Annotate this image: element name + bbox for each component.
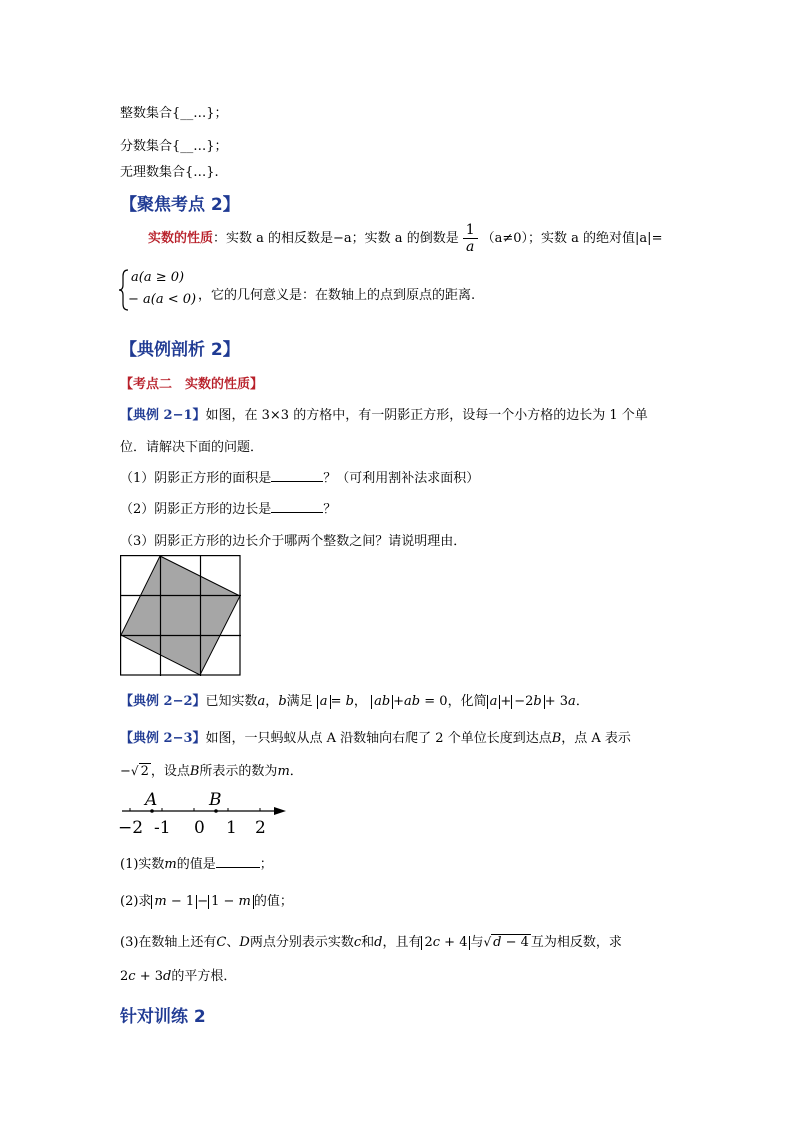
focus-heading: 【聚焦考点 2】	[120, 195, 240, 215]
part-3-text-b: 两点分别表示实数	[249, 935, 354, 950]
fraction-numerator: 1	[463, 222, 478, 239]
example-2-2-text-b: 满足	[286, 694, 313, 709]
property-text-a: ：实数 a 的相反数是−a；实数 a 的倒数是	[213, 231, 459, 246]
tick-label: 2	[255, 818, 266, 838]
shaded-square-grid-figure	[120, 555, 241, 676]
example-2-3-text-2a: ，设点	[150, 764, 190, 779]
question-1	[120, 467, 479, 486]
example-2-3-text-1: 如图，一只蚂蚁从点 A 沿数轴向右爬了 2 个单位长度到达点	[205, 731, 552, 746]
training-heading: 针对训练 2	[120, 1007, 206, 1027]
part-2: (2)求 m − 1 − 1 − m 的值；	[120, 894, 293, 909]
answer-blank	[271, 500, 323, 513]
example-2-1-tag: 【典例 2−1】	[120, 408, 206, 423]
question-2	[120, 498, 336, 517]
irrational-set-line: 无理数集合{…}.	[120, 165, 219, 180]
example-2-2-tag: 【典例 2−2】	[120, 694, 206, 709]
example-2-3-line-2: −√ 2 ，设点B所表示的数为m．	[120, 764, 303, 779]
example-2-2-line: 【典例 2−2】已知实数a，b满足 a = b， ab +ab = 0，化简 a + −2b + 3a．	[120, 694, 589, 709]
piecewise-case-2: − a(a < 0)	[128, 292, 197, 307]
question-3: （3）阴影正方形的边长介于哪两个整数之间？请说明理由．	[120, 534, 467, 549]
part-3-text-a: (3)在数轴上还有	[120, 935, 217, 950]
arrow-head-icon	[274, 807, 286, 815]
number-line-figure	[118, 790, 293, 840]
answer-blank	[216, 855, 260, 868]
tick-label: 1	[226, 818, 237, 838]
point-two-label: 【考点二 实数的性质】	[120, 377, 264, 392]
question-1-hint: ？（可利用割补法求面积）	[323, 471, 480, 486]
example-2-1-line-1	[120, 404, 648, 423]
property-line-1	[148, 222, 662, 255]
part-2-text-a: (2)求	[120, 894, 152, 909]
point-a-label: A	[145, 790, 158, 810]
fraction-set-line: 分数集合{__…}；	[120, 139, 228, 154]
example-2-3-line-1: 【典例 2−3】如图，一只蚂蚁从点 A 沿数轴向右爬了 2 个单位长度到达点B，点 A 表示	[120, 731, 631, 746]
geometric-meaning: ，它的几何意义是：在数轴上的点到原点的距离.	[198, 288, 476, 303]
tick-label: -1	[154, 818, 171, 838]
question-1-text: （1）阴影正方形的面积是	[120, 471, 272, 486]
reciprocal-fraction	[463, 222, 478, 255]
part-3-line-2: 2c + 3d的平方根．	[120, 969, 237, 984]
part-1-text-c: ；	[259, 857, 273, 872]
example-2-1-line-2: 位．请解决下面的问题．	[120, 440, 264, 455]
piecewise-definition	[118, 268, 208, 312]
fraction-denominator: a	[465, 239, 475, 255]
part-3-text-e: 与	[470, 935, 484, 950]
example-heading: 【典例剖析 2】	[120, 340, 240, 360]
example-2-3-tag: 【典例 2−3】	[120, 731, 206, 746]
part-3-text-f: 互为相反数，求	[530, 935, 622, 950]
example-2-3-text-2b: 所表示的数为	[199, 764, 278, 779]
shaded-square	[121, 556, 240, 675]
part-1: (1)实数m的值是 ；	[120, 857, 273, 872]
part-3-text-g: 的平方根．	[171, 969, 237, 984]
answer-blank	[271, 469, 323, 482]
question-2-text: （2）阴影正方形的边长是	[120, 502, 272, 517]
example-2-3-text-1b: ，点 A 表示	[561, 731, 631, 746]
part-1-text-a: (1)实数	[120, 857, 165, 872]
point-b-label: B	[209, 790, 222, 810]
property-text-b: （a≠0）；实数 a 的绝对值|a|=	[481, 231, 663, 246]
tick-label: −2	[118, 818, 144, 838]
part-2-text-b: 的值；	[253, 894, 293, 909]
piecewise-case-1: a(a ≥ 0)	[131, 270, 185, 285]
example-2-2-text-a: 已知实数	[205, 694, 258, 709]
part-3-text-d: ，且有	[382, 935, 422, 950]
question-2-mark: ？	[323, 502, 337, 517]
example-2-2-text-c: ，化简	[447, 694, 487, 709]
example-2-1-text: 如图，在 3×3 的方格中，有一阴影正方形，设每一个小方格的边长为 1 个单	[205, 408, 648, 423]
part-3-line-1: (3)在数轴上还有C、D两点分别表示实数c和d，且有 2c + 4 与√ d − 4 互为相反数，求	[120, 935, 622, 950]
tick-label: 0	[194, 818, 205, 838]
property-label: 实数的性质	[148, 231, 214, 246]
part-3-text-c: 和	[361, 935, 375, 950]
integer-set-line: 整数集合{__…}；	[120, 106, 228, 121]
part-1-text-b: 的值是	[176, 857, 216, 872]
